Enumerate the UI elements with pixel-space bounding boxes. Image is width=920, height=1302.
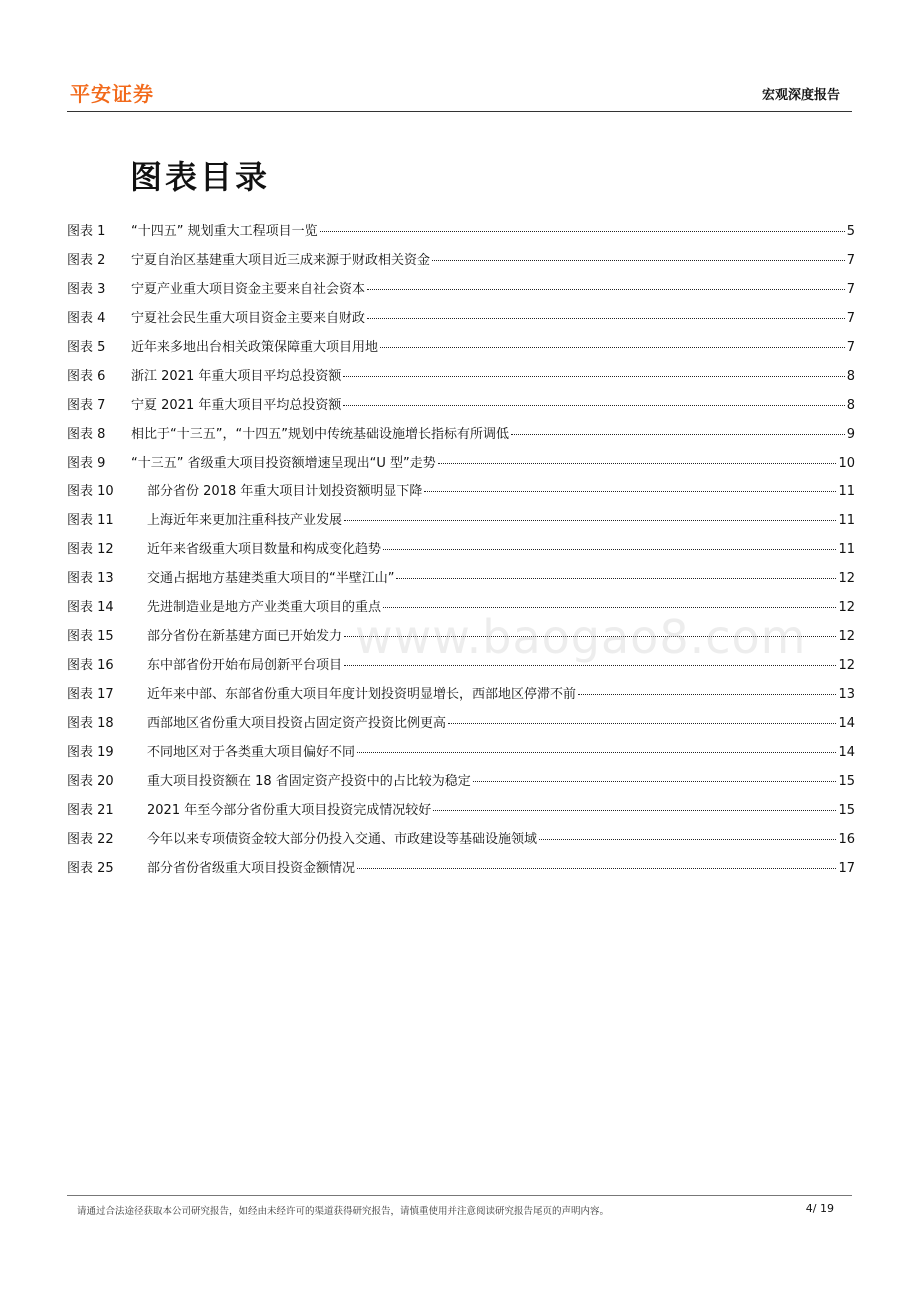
toc-entry[interactable]: [67, 394, 855, 423]
toc-entry-number: 图表 3: [67, 281, 106, 297]
toc-dot-leader: [539, 839, 836, 840]
toc-dot-leader: [367, 289, 845, 290]
toc-dot-leader: [357, 752, 836, 753]
toc-dot-leader: [367, 318, 845, 319]
report-type-label: 宏观深度报告: [761, 88, 840, 103]
toc-dot-leader: [383, 607, 836, 608]
toc-entry-number: 图表 20: [67, 773, 114, 789]
toc-entry-title: 部分省份 2018 年重大项目计划投资额明显下降: [147, 484, 423, 500]
toc-entry[interactable]: [67, 249, 855, 278]
toc-entry-title: 今年以来专项债资金较大部分仍投入交通、市政建设等基础设施领域: [147, 831, 538, 847]
toc-entry-page: 12: [838, 571, 855, 587]
toc-entry-title: 西部地区省份重大项目投资占固定资产投资比例更高: [147, 715, 447, 731]
toc-entry-page: 10: [838, 455, 855, 471]
toc-entry-title: 近年来省级重大项目数量和构成变化趋势: [147, 542, 382, 558]
toc-entry[interactable]: [67, 336, 855, 365]
toc-dot-leader: [344, 636, 836, 637]
toc-entry-number: 图表 21: [67, 802, 114, 818]
toc-dot-leader: [344, 665, 836, 666]
toc-dot-leader: [473, 781, 837, 782]
header-divider: [67, 111, 852, 112]
toc-entry-page: 7: [846, 339, 855, 355]
toc-entry[interactable]: [67, 857, 855, 886]
toc-entry-page: 14: [838, 744, 855, 760]
footer-divider: [67, 1195, 852, 1196]
page-number: 4/ 19: [805, 1202, 834, 1215]
toc-entry-title: 交通占据地方基建类重大项目的“半壁江山”: [147, 571, 395, 587]
toc-entry-title: 宁夏社会民生重大项目资金主要来自财政: [131, 310, 366, 326]
toc-entry-page: 9: [846, 426, 855, 442]
toc-entry-title: 东中部省份开始布局创新平台项目: [147, 658, 343, 674]
toc-entry-page: 15: [838, 773, 855, 789]
toc-entry-number: 图表 16: [67, 658, 114, 674]
toc-entry-page: 7: [846, 252, 855, 268]
toc-dot-leader: [357, 868, 836, 869]
toc-entry-number: 图表 8: [67, 426, 106, 442]
toc-entry-page: 12: [838, 658, 855, 674]
toc-dot-leader: [343, 405, 844, 406]
toc-dot-leader: [448, 723, 836, 724]
toc-entry-number: 图表 4: [67, 310, 106, 326]
toc-entry-title: 宁夏自治区基建重大项目近三成来源于财政相关资金: [131, 252, 431, 268]
toc-entry-page: 11: [838, 542, 855, 558]
toc-entry-page: 14: [838, 715, 855, 731]
toc-entry-page: 16: [838, 831, 855, 847]
toc-entry-page: 8: [846, 397, 855, 413]
toc-list: [67, 220, 855, 886]
toc-entry[interactable]: [67, 712, 855, 741]
toc-entry-number: 图表 1: [67, 224, 106, 239]
company-logo: 平安证券: [70, 82, 154, 106]
toc-entry[interactable]: [67, 596, 855, 625]
toc-entry-title: 重大项目投资额在 18 省固定资产投资中的占比较为稳定: [147, 773, 471, 789]
toc-entry[interactable]: [67, 307, 855, 336]
toc-entry-page: 15: [838, 802, 855, 818]
toc-entry-title: 2021 年至今部分省份重大项目投资完成情况较好: [147, 802, 432, 818]
toc-entry[interactable]: [67, 423, 855, 452]
toc-entry[interactable]: [67, 799, 855, 828]
toc-entry-title: 相比于“十三五”，“十四五”规划中传统基础设施增长指标有所调低: [131, 426, 509, 442]
toc-entry-page: 17: [838, 860, 855, 876]
toc-entry-number: 图表 13: [67, 571, 114, 587]
toc-entry[interactable]: [67, 538, 855, 567]
toc-entry-number: 图表 25: [67, 860, 114, 876]
toc-dot-leader: [320, 231, 845, 232]
toc-entry-page: 11: [838, 484, 855, 500]
toc-dot-leader: [343, 376, 844, 377]
toc-entry[interactable]: [67, 625, 855, 654]
toc-entry-title: 不同地区对于各类重大项目偏好不同: [147, 744, 356, 760]
toc-entry-number: 图表 15: [67, 629, 114, 645]
page-title: 图表目录: [130, 158, 271, 196]
toc-dot-leader: [578, 694, 836, 695]
toc-dot-leader: [380, 347, 845, 348]
toc-entry-number: 图表 2: [67, 252, 106, 268]
toc-entry-title: 宁夏产业重大项目资金主要来自社会资本: [131, 281, 366, 297]
toc-entry-page: 11: [838, 513, 855, 529]
toc-dot-leader: [432, 260, 845, 261]
toc-dot-leader: [383, 549, 836, 550]
toc-entry-number: 图表 5: [67, 339, 106, 355]
toc-entry-number: 图表 12: [67, 542, 114, 558]
toc-entry-title: 近年来中部、东部省份重大项目年度计划投资明显增长，西部地区停滞不前: [147, 687, 577, 702]
watermark: www.baogao8.com: [355, 610, 807, 664]
toc-entry-number: 图表 7: [67, 397, 106, 413]
toc-dot-leader: [511, 434, 845, 435]
toc-entry[interactable]: [67, 567, 855, 596]
toc-entry-number: 图表 11: [67, 513, 114, 529]
toc-dot-leader: [396, 578, 836, 579]
toc-entry[interactable]: [67, 278, 855, 307]
toc-entry-number: 图表 10: [67, 484, 114, 500]
toc-dot-leader: [438, 463, 837, 464]
toc-entry[interactable]: [67, 770, 855, 799]
toc-entry-page: 8: [846, 368, 855, 384]
toc-entry-page: 13: [838, 687, 855, 702]
toc-entry-number: 图表 14: [67, 600, 114, 616]
toc-entry[interactable]: [67, 683, 855, 712]
toc-entry-title: 浙江 2021 年重大项目平均总投资额: [131, 368, 342, 384]
toc-entry-title: 先进制造业是地方产业类重大项目的重点: [147, 600, 382, 616]
toc-entry[interactable]: [67, 509, 855, 538]
toc-entry-number: 图表 6: [67, 368, 106, 384]
toc-entry-number: 图表 9: [67, 455, 106, 471]
toc-entry-title: 上海近年来更加注重科技产业发展: [147, 513, 343, 529]
toc-entry[interactable]: [67, 365, 855, 394]
toc-entry-title: 近年来多地出台相关政策保障重大项目用地: [131, 339, 379, 355]
toc-entry-title: “十四五” 规划重大工程项目一览: [131, 224, 318, 239]
toc-entry-page: 7: [846, 281, 855, 297]
toc-entry-number: 图表 17: [67, 687, 114, 702]
toc-entry-number: 图表 19: [67, 744, 114, 760]
toc-entry-number: 图表 22: [67, 831, 114, 847]
toc-entry[interactable]: [67, 654, 855, 683]
toc-dot-leader: [424, 491, 836, 492]
toc-entry-page: 7: [846, 310, 855, 326]
toc-entry-page: 12: [838, 629, 855, 645]
toc-entry[interactable]: [67, 741, 855, 770]
toc-entry[interactable]: [67, 828, 855, 857]
toc-entry-number: 图表 18: [67, 715, 114, 731]
toc-entry-title: 部分省份在新基建方面已开始发力: [147, 629, 343, 645]
toc-entry-title: 宁夏 2021 年重大项目平均总投资额: [131, 397, 342, 413]
toc-dot-leader: [344, 520, 836, 521]
toc-entry[interactable]: [67, 220, 855, 249]
toc-entry-page: 12: [838, 600, 855, 616]
toc-entry-title: 部分省份省级重大项目投资金额情况: [147, 860, 356, 876]
toc-entry-title: “十三五” 省级重大项目投资额增速呈现出“U 型”走势: [131, 455, 436, 471]
toc-entry-page: 5: [846, 224, 855, 239]
toc-dot-leader: [433, 810, 836, 811]
toc-entry[interactable]: [67, 452, 855, 481]
toc-entry[interactable]: [67, 480, 855, 509]
footer-disclaimer: 请通过合法途径获取本公司研究报告，如经由未经许可的渠道获得研究报告，请慎重使用并注意阅读研究报告尾页的声明内容。: [77, 1206, 610, 1217]
